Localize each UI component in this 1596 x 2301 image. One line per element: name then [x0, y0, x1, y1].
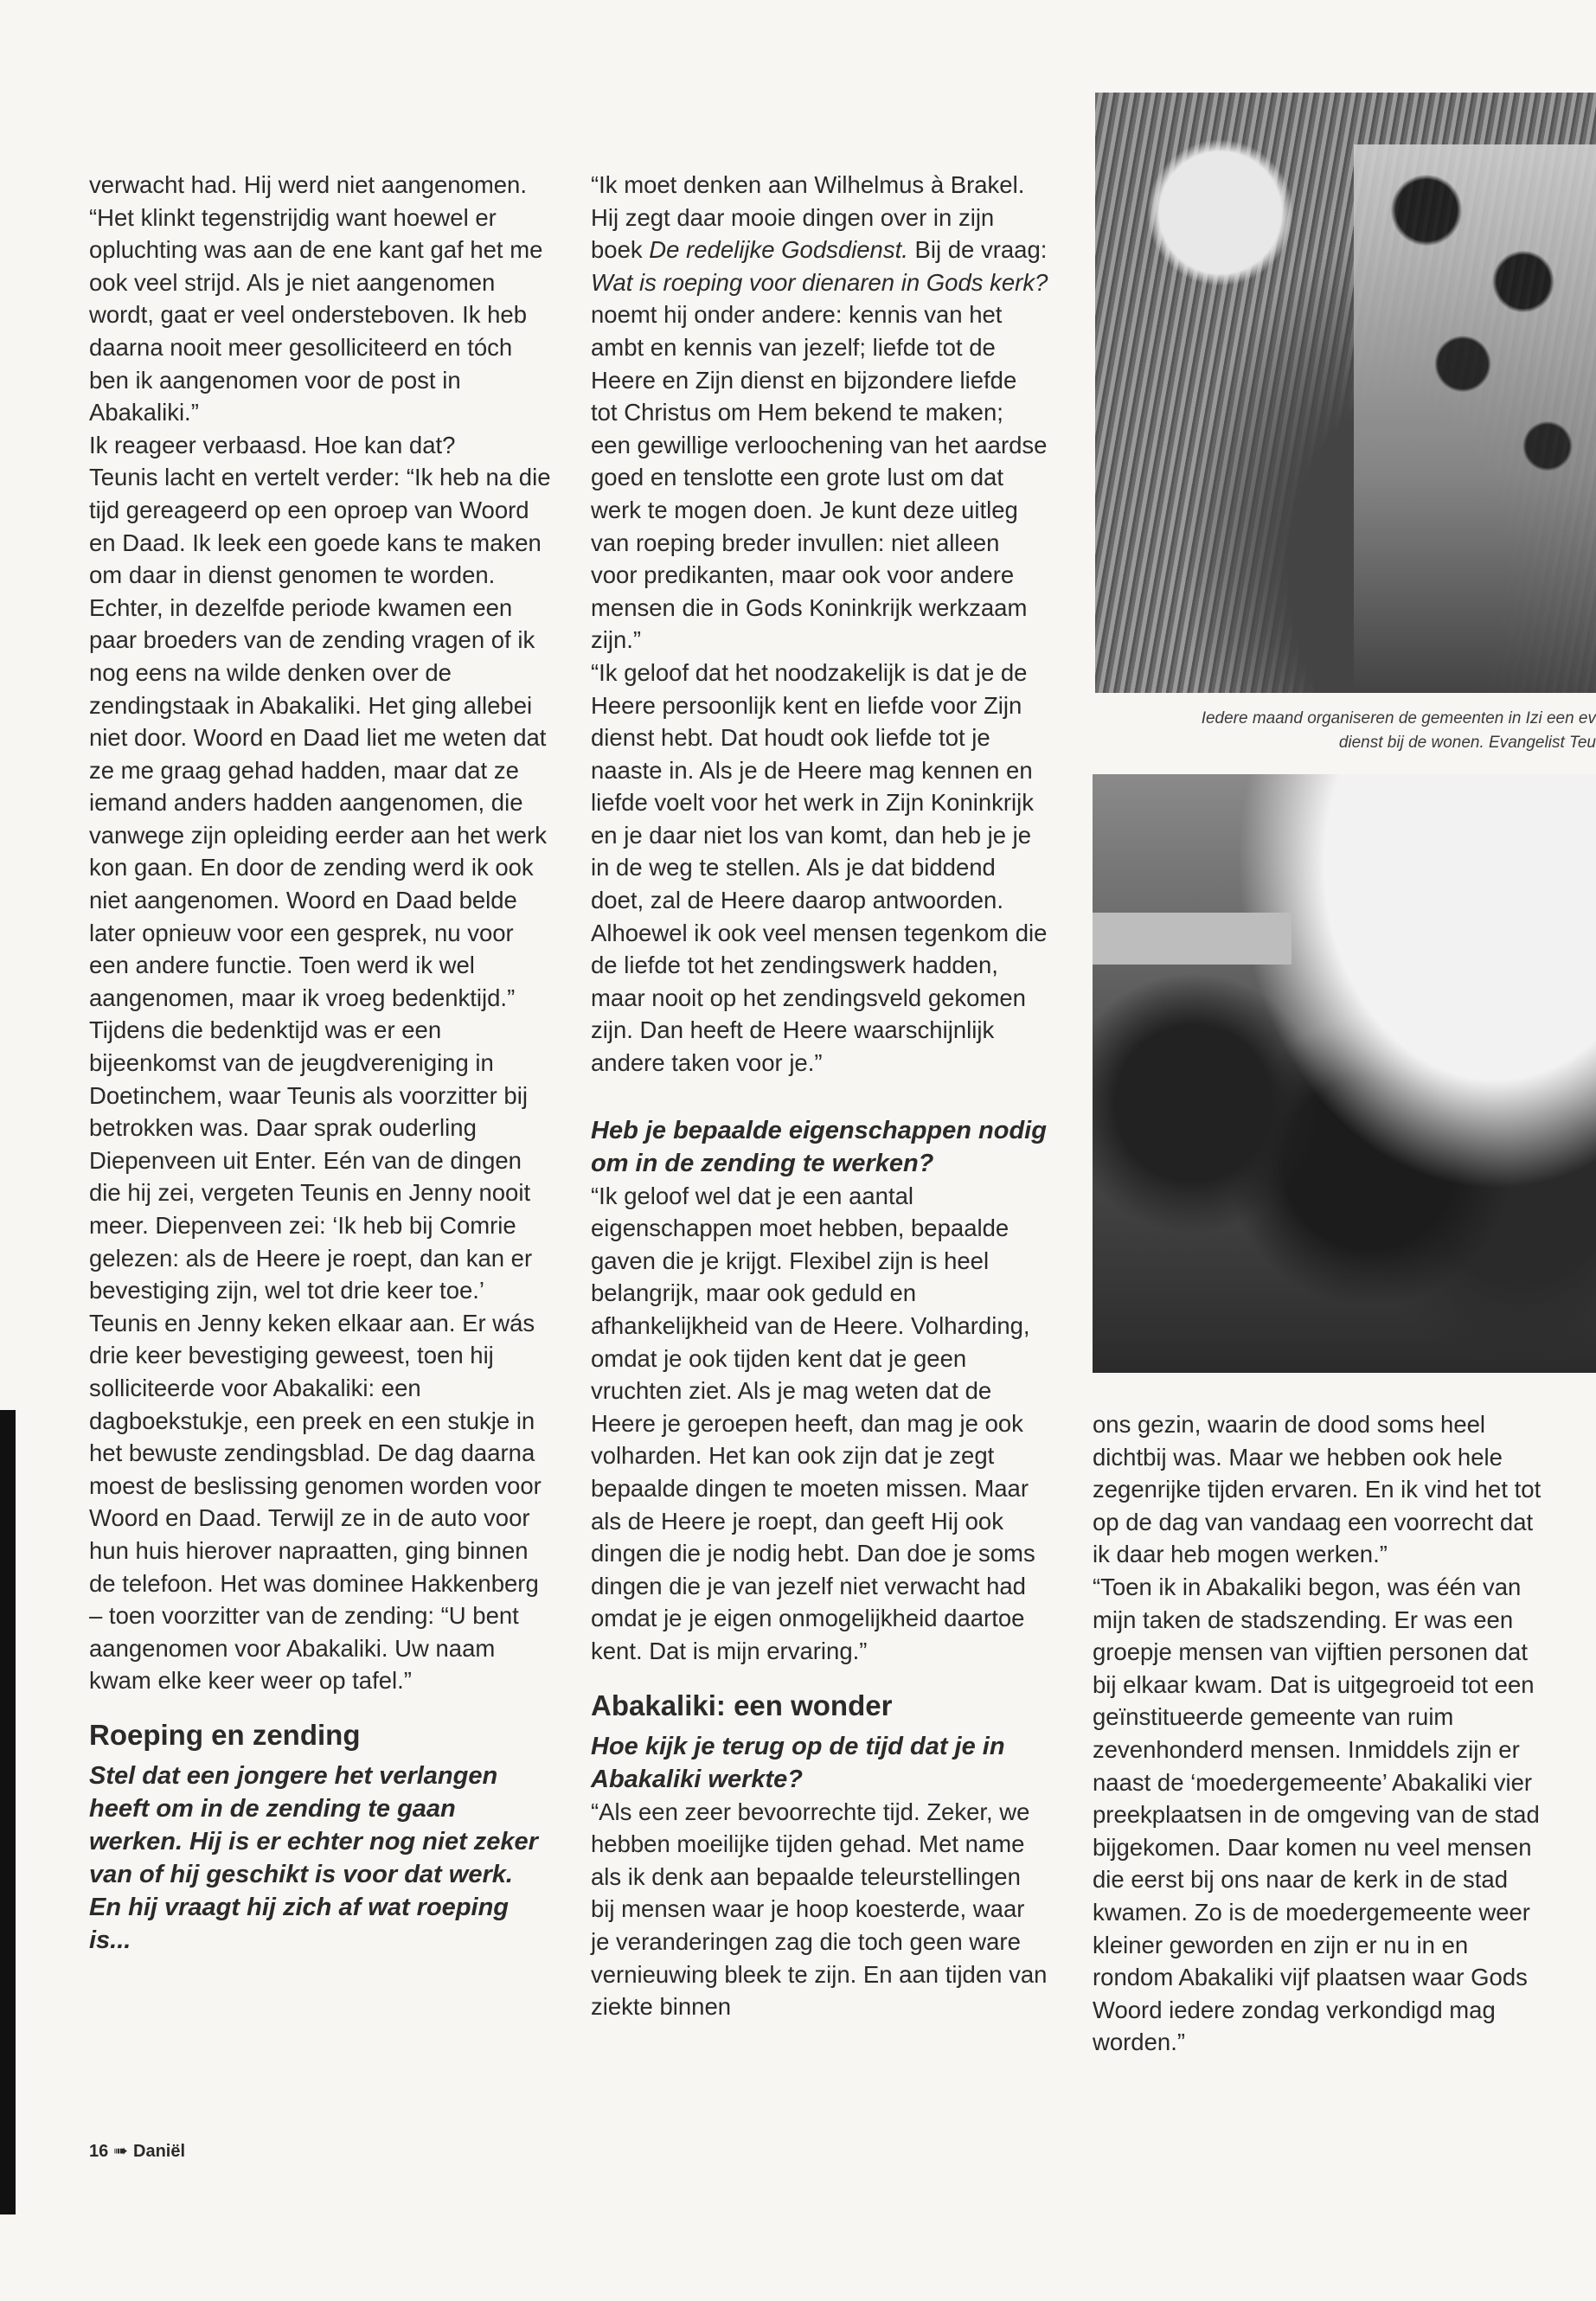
book-title: De redelijke Godsdienst. [649, 236, 908, 264]
paragraph: “Ik geloof dat het noodzakelijk is dat je de Heere persoonlijk kent en liefde voor Zijn dienst hebt. Dat houdt ook liefde tot je naaste in. Als je de Heere mag kennen en liefde voelt voor het werk in Zijn Koninkrijk en je daar niet los van komt, dan heb je je in de weg te stellen. Als je dat biddend doet, zal de Heere daarop antwoorden. Alhoewel ik ook veel mensen tegenkom die de liefde tot het zendingswerk hadden, maar nooit op het zendingsveld gekomen zijn. Dan heeft de Heere waarschijnlijk andere taken voor je.” [591, 658, 1048, 1077]
arrow-icon: ➠ [113, 2142, 129, 2161]
photo-children-figures [1354, 144, 1596, 693]
page-number: 16 [89, 2142, 109, 2161]
section-heading-roeping: Roeping en zending [89, 1718, 361, 1751]
paragraph: “Ik geloof wel dat je een aantal eigenschappen moet hebben, bepaalde gaven die je krijgt. Flexibel zijn is heel belangrijk, maar ook geduld en afhankelijkheid van de Heere. Volharding, omdat je ook tijden kent dat je geen vruchten ziet. Als je mag weten dat de Heere je geroepen heeft, dan mag je ook volharden. Het kan ook zijn dat je zegt bepaalde dingen te moeten missen. Maar als de Heere je roept, dan geeft Hij ook dingen die je nodig hebt. Dan doe je soms dingen die je van jezelf niet verwacht had omdat je je eigen onmogelijkheid daartoe kent. Dat is mijn ervaring.” [591, 1182, 1035, 1664]
interview-question: Heb je bepaalde eigenschappen nodig om in de zending te werken? [591, 1116, 1047, 1177]
paragraph: verwacht had. Hij werd niet aangenomen. [89, 171, 527, 198]
text-run: Bij de vraag: [907, 236, 1048, 264]
paragraph: Ik reageer verbaasd. Hoe kan dat? [89, 431, 456, 458]
section-heading-abakaliki: Abakaliki: een wonder [591, 1689, 893, 1721]
caption-line: dienst bij de wonen. Evangelist Teu [1338, 734, 1596, 752]
paragraph [591, 169, 1049, 657]
caption-line: Iedere maand organiseren de gemeenten in Izi een ev [1201, 709, 1596, 727]
page-edge-shadow [0, 1410, 16, 2214]
paragraph: Tijdens die bedenktijd was er een bijeenkomst van de jeugdvereniging in Doetinchem, waar Teunis als voorzitter bij betrokken was. Daar sprak ouderling Diepenveen uit Enter. Eén van de dingen die hij zei, vergeten Teunis en Jenny nooit meer. Diepenveen zei: ‘Ik heb bij Comrie gelezen: als de Heere je roept, dan kan er bevestiging zijn, wel tot drie keer toe.’ Teunis en Jenny keken elkaar aan. Er wás drie keer bevestiging geweest, toen hij solliciteerde voor Abakaliki: een dagboekstukje, een preek en een stukje in het bewuste zendingsblad. De dag daarna moest de beslissing genomen worden voor Woord en Daad. Terwijl ze in de auto voor hun huis hierover napraatten, ging binnen de telefoon. Het was dominee Hakkenberg – toen voorzitter van de zending: “U bent aangenomen voor Abakaliki. Uw naam kwam elke keer weer op tafel.” [89, 1016, 542, 1695]
paragraph: ons gezin, waarin de dood soms heel dichtbij was. Maar we hebben ook hele zegenrijke tijden ervaren. En ik vind het tot op de dag van vandaag een voorrecht dat ik daar heb mogen werken.” [1093, 1411, 1542, 1568]
paragraph: “Het klinkt tegenstrijdig want hoewel er opluchting was aan de ene kant gaf het me ook veel strijd. Als je niet aangenomen wordt, gaat er veel ondersteboven. Ik heb daarna nooit meer gesolliciteerd en tóch ben ik aangenomen voor de post in Abakaliki.” [89, 203, 543, 426]
text-run: “Ik moet denken aan Wilhelmus à Brakel. Hij zegt daar mooie dingen over in zijn boek [591, 171, 1025, 264]
photo-crowd-gathering [1093, 774, 1596, 1373]
magazine-name: Daniël [133, 2142, 186, 2161]
interview-question: Stel dat een jongere het verlangen heeft om in de zending te gaan werken. Hij is er echter nog niet zeker van of hij geschikt is voor dat werk. En hij vraagt hij zich af wat roeping is... [89, 1761, 538, 1954]
paragraph: “Toen ik in Abakaliki begon, was één van mijn taken de stadszending. Er was een groepje mensen van vijftien personen dat bij elkaar kwam. Dat is uitgegroeid tot een geïnstitueerde gemeente van ruim zevenhonderd mensen. Inmiddels zijn er naast de ‘moedergemeente’ Abakaliki vier preekplaatsen in de omgeving van de stad bijgekomen. Daar komen nu veel mensen die eerst bij ons naar de kerk in de stad kwamen. Zo is de moedergemeente weer kleiner geworden en zijn er nu in en rondom Abakaliki vijf plaatsen waar Gods Woord iedere zondag verkondigd mag worden.” [1093, 1573, 1540, 2056]
interview-question: Hoe kijk je terug op de tijd dat je in Abakaliki werkte? [591, 1732, 1005, 1793]
photo-caption [1099, 707, 1596, 755]
quoted-question: Wat is roeping voor dienaren in Gods kerk? [591, 268, 1048, 296]
photo-children-procession [1095, 93, 1596, 693]
page-folio [89, 2140, 185, 2162]
paragraph: “Als een zeer bevoorrechte tijd. Zeker, we hebben moeilijke tijden gehad. Met name als ik denk aan bepaalde teleurstellingen bij mensen waar je hoop koesterde, waar je veranderingen zag die toch geen ware vernieuwing bleek te zijn. En aan tijden van ziekte binnen [591, 1798, 1048, 2021]
photo-building-roof [1093, 913, 1292, 965]
paragraph: Teunis lacht en vertelt verder: “Ik heb na die tijd gereageerd op een oproep van Woord en Daad. Ik leek een goede kans te maken om daar in dienst genomen te worden. Echter, in dezelfde periode kwamen een paar broeders van de zending vragen of ik nog eens na wilde denken over de zendingstaak in Abakaliki. Het ging allebei niet door. Woord en Daad liet me weten dat ze me graag gehad hadden, maar dat ze iemand anders hadden aangenomen, die vanwege zijn opleiding eerder aan het werk kon gaan. En door de zending werd ik ook niet aangenomen. Woord en Daad belde later opnieuw voor een gesprek, nu voor een andere functie. Toen werd ik wel aangenomen, maar ik vroeg bedenktijd.” [89, 464, 551, 1011]
column-3 [1093, 1408, 1542, 2059]
column-1 [89, 169, 552, 1957]
column-2 [591, 169, 1049, 2023]
text-run: noemt hij onder andere: kennis van het ambt en kennis van jezelf; liefde tot de Heere en Zijn dienst en bijzondere liefde tot Christus om Hem bekend te maken; een gewillige verloochening van het aardse goed en tenslotte een grote lust om dat werk te mogen doen. Je kunt deze uitleg van roeping breder invullen: niet alleen voor predikanten, maar ook voor andere mensen die in Gods Koninkrijk werkzaam zijn.” [591, 301, 1048, 654]
